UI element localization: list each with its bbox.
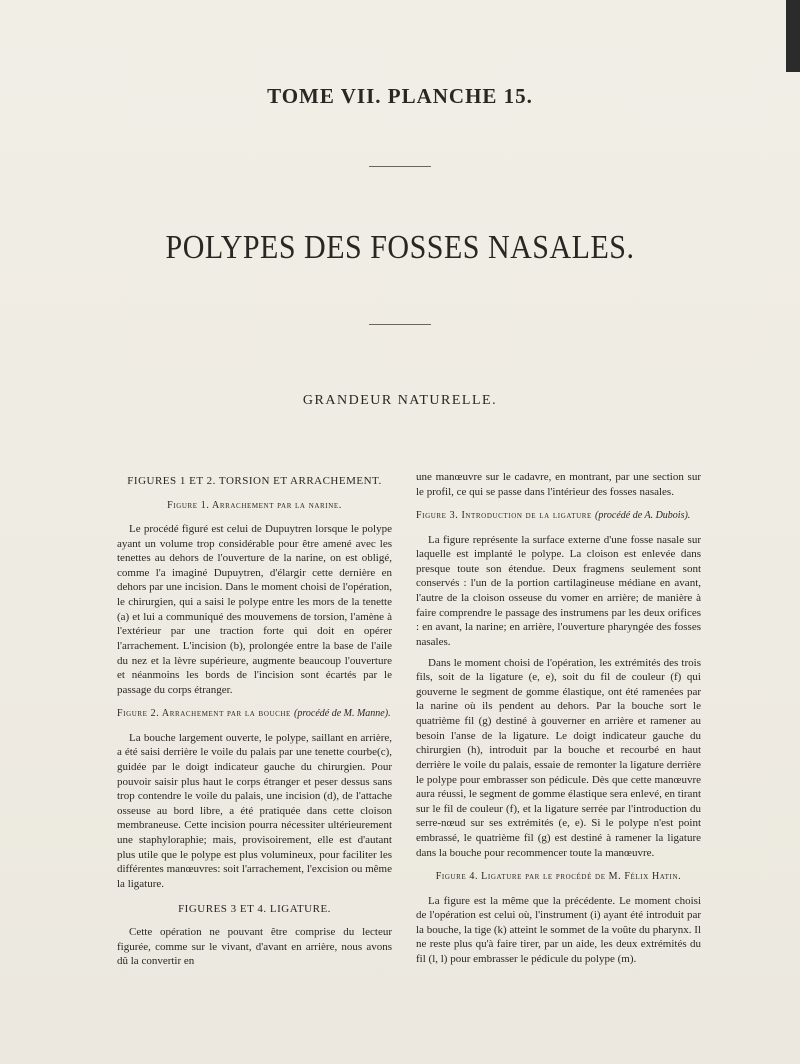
figure-heading <box>117 707 392 720</box>
figure-heading: Figure 4. Ligature par le procédé de M. Félix Hatin. <box>435 871 682 883</box>
figure-heading-credit: (procédé de A. Dubois). <box>595 510 691 522</box>
figure-heading-credit: (procédé de M. Manne). <box>294 708 391 720</box>
paragraph: La bouche largement ouverte, le polype, saillant en arrière, a été saisi derrière le voile du palais par une tenette courbe(c), guidée par le doigt indicateur gauche du chirurgien. Pour pouvoir saisir plus haut le corps étranger et peser dessus sans trop contendre le voile du palais, une incision (d), de l'attache osseuse au bord libre, a été pratiquée dans cette cloison membraneuse. Cette incision pourra nécessiter ultérieurement une staphyloraphie; mais, provisoirement, elle est d'autant plus utile que le polype est plus volumineux, pour faciliter les différentes manœuvres: soit l'arrachement, l'excision ou même la ligature. <box>117 731 392 890</box>
left-column <box>117 474 392 975</box>
figure-heading: Figure 1. Arrachement par la narine. <box>167 499 342 511</box>
paragraph: Dans le moment choisi de l'opération, les extrémités des trois fils, soit de la ligature (e, e), soit du fil de couleur (f) qui gouverne le segment de gomme élastique, ont été ramenées par la narine où ils pendent au dehors. Par la bouche sort le quatrième fil (g) destiné à gouverner en arrière et ramener au besoin l'anse de la ligature. Le doigt indicateur gauche du chirurgien (h), introduit par la bouche et recourbé en haut derrière le voile du palais, essaie de remonter la ligature derrière le polype pour embrasser son pédicule. Dès que cette manœuvre aura réussi, le segment de gomme élastique sera enlevé, en tirant sur le fil de couleur (f), et la ligature serrée par l'introduction du serre-nœud sur ses extrémités (e, e). Si le polype n'est point embrassé, le quatrième fil (g) est destiné à ramener la ligature dans la bouche pour recommencer toute la manœuvre. <box>416 656 701 859</box>
right-column <box>416 470 701 973</box>
divider-rule <box>369 324 431 325</box>
section-heading: FIGURES 3 ET 4. LIGATURE. <box>178 902 331 915</box>
paragraph: une manœuvre sur le cadavre, en montrant, par une section sur le profil, ce qui se passe dans l'intérieur des fosses nasales. <box>416 471 701 498</box>
plate-title: TOME VII. PLANCHE 15. <box>267 84 533 108</box>
subtitle: GRANDEUR NATURELLE. <box>302 393 498 408</box>
figure-heading-main: Figure 2. Arrachement par la bouche <box>117 708 291 720</box>
paragraph: La figure représente la surface externe d'une fosse nasale sur laquelle est implanté le polype. La cloison est enlevée dans presque toute son étendue. Deux fragmens seulement sont conservés : l'un de la portion cartilagineuse médiane en avant, l'autre de la cloison osseuse du vomer en arrière; de manière à faire comprendre le passage des instrumens par les deux orifices : en avant, la narine; en arrière, l'ouverture pharyngée des fosses nasales. <box>416 533 701 648</box>
figure-heading <box>416 509 701 522</box>
paragraph: La figure est la même que la précédente. Le moment choisi de l'opération est celui où, l'instrument (i) ayant été introduit par la bouche, la tige (k) atteint le sommet de la voûte du pharynx. Il ne reste plus qu'à faire tirer, par un aide, les deux extrémités du fil (l, l) pour embrasser le pédicule du polype (m). <box>416 894 701 966</box>
edge-mark <box>786 0 800 72</box>
section-heading: FIGURES 1 ET 2. TORSION ET ARRACHEMENT. <box>127 475 382 487</box>
divider-rule <box>369 166 431 167</box>
paragraph: Le procédé figuré est celui de Dupuytren lorsque le polype ayant un volume trop considérable pour être amené avec les tenettes au dehors de l'ouverture de la narine, on est obligé, comme l'a imaginé Dupuytren, d'élargir cette dernière en dehors par une incision. Dans le moment choisi de l'opération, le chirurgien, qui a saisi le polype entre les mors de la tenette (a) et lui a communiqué des mouvemens de torsion, l'amène à l'extérieur par une traction forte qui doit en opérer l'arrachement. L'incision (b), prolongée entre la base de l'aile du nez et la lèvre supérieure, augmente beaucoup l'ouverture et néanmoins les bords de l'incision sont écartés par le passage du corps étranger. <box>117 522 392 696</box>
figure-heading-main: Figure 3. Introduction de la ligature <box>416 510 592 522</box>
paragraph: Cette opération ne pouvant être comprise du lecteur figurée, comme sur le vivant, d'avant en arrière, nous avons dû la convertir en <box>117 926 392 968</box>
main-title: POLYPES DES FOSSES NASALES. <box>165 228 635 266</box>
